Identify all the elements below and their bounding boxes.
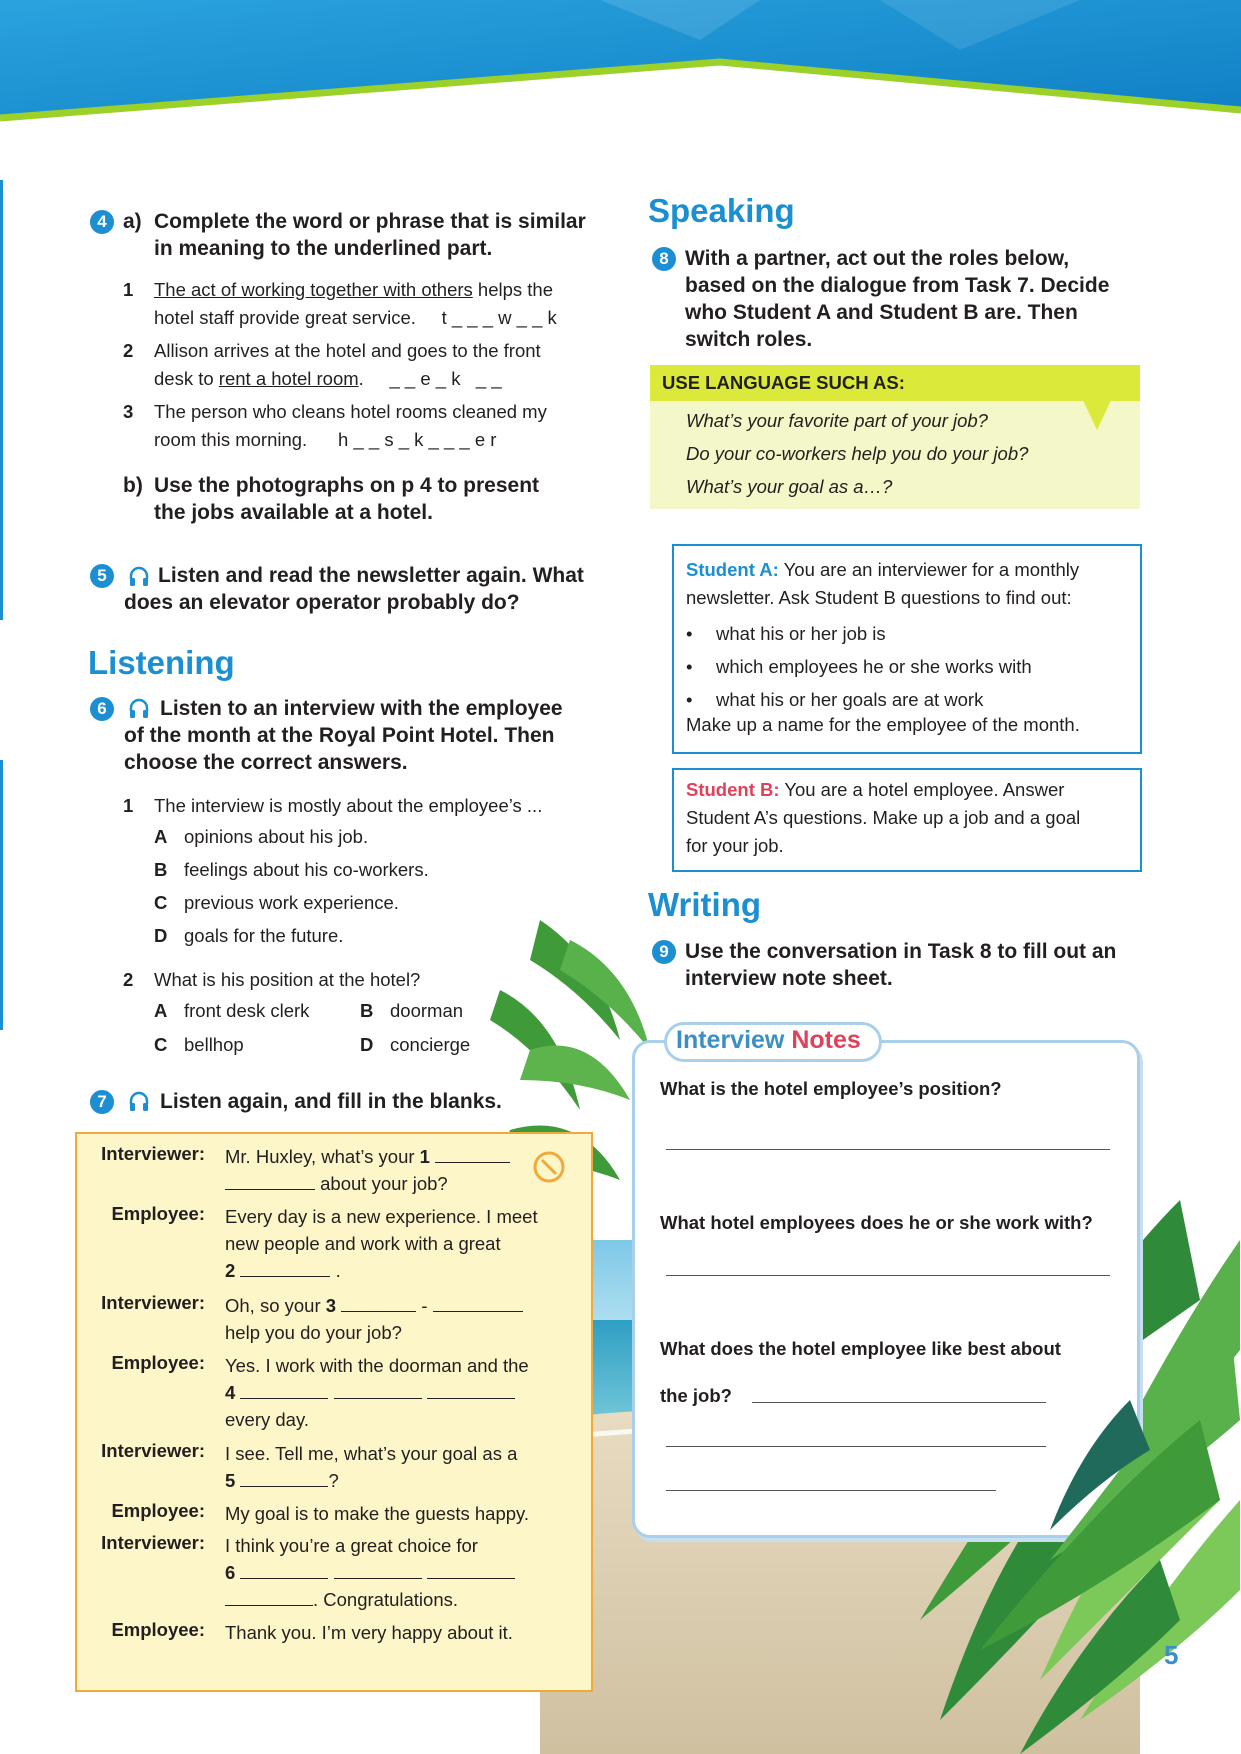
answer-option: B feelings about his co-workers. bbox=[154, 859, 429, 880]
student-a-text: Student A: You are an interviewer for a monthly newsletter. Ask Student B questions to find out: bbox=[686, 559, 1080, 608]
answer-pattern: h _ _ s _ k _ _ _ e r bbox=[338, 429, 497, 450]
task4-instruction: Complete the word or phrase that is similar in meaning to the underlined part. bbox=[154, 210, 586, 260]
dialogue-line: Yes. I work with the doorman and the 4 every day. bbox=[225, 1355, 529, 1430]
task7-instruction: Listen again, and fill in the blanks. bbox=[160, 1090, 502, 1113]
palm-leaf-illustration bbox=[900, 1300, 1241, 1754]
notes-question: the job? bbox=[660, 1385, 732, 1406]
underlined-phrase: The act of working together with others bbox=[154, 279, 473, 300]
edge-tab-marker bbox=[0, 180, 3, 620]
blank-line bbox=[240, 1260, 330, 1277]
speaker-label: Interviewer: bbox=[101, 1440, 205, 1461]
blank-line bbox=[240, 1562, 328, 1579]
speech-pointer-icon bbox=[1080, 398, 1114, 430]
dialogue-line: Thank you. I’m very happy about it. bbox=[225, 1622, 513, 1643]
edge-tab-marker bbox=[0, 760, 3, 1030]
speaker-label: Interviewer: bbox=[101, 1532, 205, 1553]
section-heading-listening: Listening bbox=[88, 644, 235, 681]
section-heading-speaking: Speaking bbox=[648, 192, 795, 229]
blank-line bbox=[435, 1146, 510, 1163]
header-banner bbox=[0, 0, 1241, 135]
language-phrases: What’s your favorite part of your job? Do your co-workers help you do your job? What’s your goal as a…? bbox=[686, 410, 1029, 497]
question-text: The interview is mostly about the employee’s ... bbox=[154, 795, 543, 816]
dialogue-line: Oh, so your 3 - help you do your job? bbox=[225, 1292, 555, 1346]
speaker-label: Employee: bbox=[111, 1352, 205, 1373]
speaker-label: Interviewer: bbox=[101, 1292, 205, 1313]
blank-line bbox=[240, 1382, 328, 1399]
task9-instruction: Use the conversation in Task 8 to fill out an interview note sheet. bbox=[685, 940, 1117, 990]
task-number-badge: 9 bbox=[652, 940, 676, 964]
task4-part-b-label: b) bbox=[123, 474, 143, 497]
dialogue-line: My goal is to make the guests happy. bbox=[225, 1503, 530, 1524]
blank-line bbox=[427, 1382, 515, 1399]
task4-part-b: Use the photographs on p 4 to present the jobs available at a hotel. bbox=[154, 474, 540, 524]
bullet-item: • what his or her job is bbox=[686, 617, 1136, 650]
interview-notes-title: Interview Notes bbox=[676, 1026, 861, 1054]
item-number: 2 bbox=[123, 969, 134, 990]
bullet-icon: • bbox=[686, 656, 693, 677]
speaker-label: Interviewer: bbox=[101, 1143, 205, 1164]
student-a-label: Student A: bbox=[686, 559, 779, 580]
language-box-title: USE LANGUAGE SUCH AS: bbox=[662, 372, 905, 393]
student-a-closing: Make up a name for the employee of the month. bbox=[686, 714, 1080, 735]
answer-option: D goals for the future. bbox=[154, 925, 344, 946]
item-number: 1 bbox=[123, 279, 134, 300]
blank-line bbox=[341, 1295, 416, 1312]
notes-question: What is the hotel employee’s position? bbox=[660, 1078, 1002, 1099]
task4-item-1: The act of working together with others helps the hotel staff provide great service. t _ _ _ w _ _ k bbox=[154, 279, 557, 328]
notes-question: What does the hotel employee like best about bbox=[660, 1338, 1061, 1359]
answer-pattern: _ _ e _ k _ _ bbox=[389, 368, 502, 389]
blank-line bbox=[334, 1382, 422, 1399]
item-number: 1 bbox=[123, 795, 134, 816]
task4-part-a-label: a) bbox=[123, 210, 142, 233]
blank-line bbox=[225, 1173, 315, 1190]
answer-option: C previous work experience. bbox=[154, 892, 399, 913]
answer-line[interactable] bbox=[666, 1275, 1110, 1276]
dialogue-line: Every day is a new experience. I meet new people and work with a great 2 . bbox=[225, 1206, 538, 1281]
dialogue-line: I think you’re a great choice for 6 . Congratulations. bbox=[225, 1532, 555, 1613]
page-number: 5 bbox=[1164, 1640, 1179, 1670]
answer-option: A opinions about his job. bbox=[154, 826, 369, 847]
task-number-badge: 6 bbox=[90, 697, 114, 721]
answer-pattern: t _ _ _ w _ _ k bbox=[441, 307, 557, 328]
answer-line[interactable] bbox=[666, 1149, 1110, 1150]
task5-instruction: Listen and read the newsletter again. What does an elevator operator probably do? bbox=[124, 564, 584, 614]
answer-option: A front desk clerk bbox=[154, 1000, 310, 1021]
blank-line bbox=[240, 1470, 328, 1487]
task-number-badge: 8 bbox=[652, 247, 676, 271]
underlined-phrase: rent a hotel room bbox=[218, 368, 359, 389]
task-number-badge: 4 bbox=[90, 210, 114, 234]
task4-item-2: Allison arrives at the hotel and goes to the front desk to rent a hotel room. _ _ e _ k _ _ bbox=[154, 340, 541, 389]
answer-option: D concierge bbox=[360, 1034, 471, 1055]
task4-item-3: The person who cleans hotel rooms cleaned my room this morning. h _ _ s _ k _ _ _ e r bbox=[154, 401, 547, 450]
student-b-text: Student B: You are a hotel employee. Answer Student A’s questions. Make up a job and a goal for your job. bbox=[686, 779, 1081, 856]
bullet-icon: • bbox=[686, 623, 693, 644]
section-heading-writing: Writing bbox=[648, 886, 762, 923]
notes-question: What hotel employees does he or she work with? bbox=[660, 1212, 1093, 1233]
item-number: 3 bbox=[123, 401, 134, 422]
blank-line bbox=[225, 1589, 313, 1606]
blank-line bbox=[433, 1295, 523, 1312]
speaker-label: Employee: bbox=[111, 1619, 205, 1640]
task-number-badge: 5 bbox=[90, 564, 114, 588]
bullet-icon: • bbox=[686, 689, 693, 710]
headphones-icon bbox=[128, 1091, 150, 1113]
speaker-label: Employee: bbox=[111, 1500, 205, 1521]
dialogue-line: Mr. Huxley, what’s your 1 about your job? bbox=[225, 1143, 555, 1197]
task8-instruction: With a partner, act out the roles below, based on the dialogue from Task 7. Decide who Student A and Student B are. Then switch roles. bbox=[685, 247, 1110, 351]
task6-instruction: Listen to an interview with the employee of the month at the Royal Point Hotel. Then choose the correct answers. bbox=[124, 697, 563, 774]
speaker-label: Employee: bbox=[111, 1203, 205, 1224]
dialogue-line: I see. Tell me, what’s your goal as a 5 ? bbox=[225, 1443, 518, 1491]
item-number: 2 bbox=[123, 340, 134, 361]
answer-option: B doorman bbox=[360, 1000, 464, 1021]
bullet-item: • which employees he or she works with bbox=[686, 650, 1136, 683]
answer-option: C bellhop bbox=[154, 1034, 244, 1055]
student-a-bullets bbox=[686, 617, 1136, 716]
student-b-label: Student B: bbox=[686, 779, 780, 800]
task-number-badge: 7 bbox=[90, 1090, 114, 1114]
question-text: What is his position at the hotel? bbox=[154, 969, 421, 990]
blank-line bbox=[427, 1562, 515, 1579]
bullet-item: • what his or her goals are at work bbox=[686, 683, 1136, 716]
blank-line bbox=[334, 1562, 422, 1579]
